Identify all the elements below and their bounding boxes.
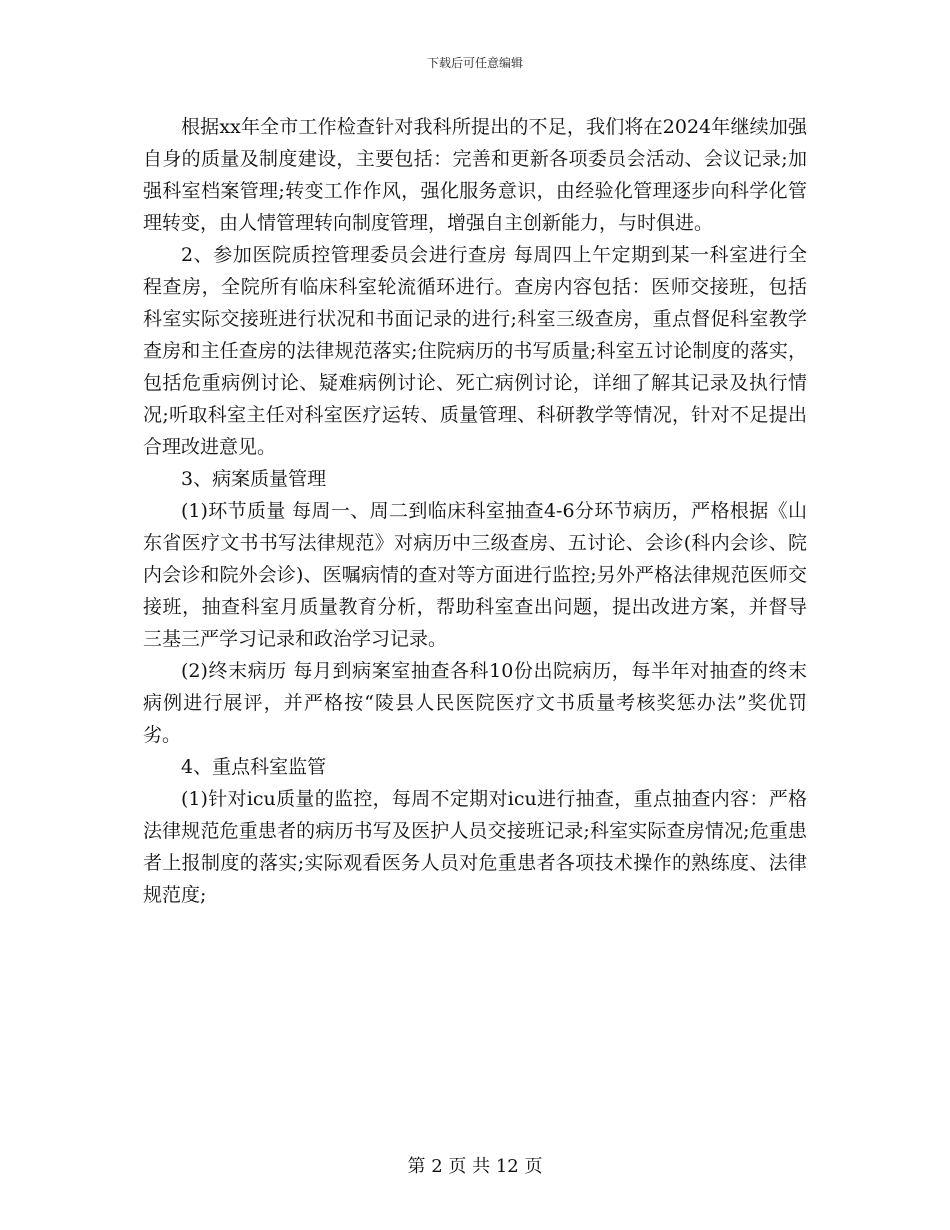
paragraph-4-1: (1)针对icu质量的监控，每周不定期对icu进行抽查，重点抽查内容：严格法律规范危重患者的病历书写及医护人员交接班记录;科室实际查房情况;危重患者上报制度的落实;实际观看医务人员对危重患者各项技术操作的熟练度、法律规范度; xyxy=(143,788,807,906)
paragraph-2: 2、参加医院质控管理委员会进行查房 每周四上午定期到某一科室进行全程查房，全院所有临床科室轮流循环进行。查房内容包括：医师交接班，包括科室实际交接班进行状况和书面记录的进行;科室三级查房，重点督促科室教学查房和主任查房的法律规范落实;住院病历的书写质量;科室五讨论制度的落实，包括危重病例讨论、疑难病例讨论、死亡病例讨论，详细了解其记录及执行情况;听取科室主任对科室医疗运转、质量管理、科研教学等情况，针对不足提出合理改进意见。 xyxy=(143,244,807,458)
section-heading-4: 4、重点科室监管 xyxy=(181,756,327,778)
section-heading-3: 3、病案质量管理 xyxy=(181,468,327,490)
paragraph-3-2: (2)终末病历 每月到病案室抽查各科10份出院病历，每半年对抽查的终末病例进行展评，并严格按“陵县人民医院医疗文书质量考核奖惩办法”奖优罚劣。 xyxy=(143,660,807,746)
page-number: 第 2 页 共 12 页 xyxy=(407,1156,543,1177)
paragraph-3-1: (1)环节质量 每周一、周二到临床科室抽查4-6分环节病历，严格根据《山东省医疗文书书写法律规范》对病历中三级查房、五讨论、会诊(科内会诊、院内会诊和院外会诊)、医嘱病情的查对等方面进行监控;另外严格法律规范医师交接班，抽查科室月质量教育分析，帮助科室查出问题，提出改进方案，并督导三基三严学习记录和政治学习记录。 xyxy=(143,500,807,650)
page-header-note: 下载后可任意编辑 xyxy=(426,56,523,70)
document-body xyxy=(143,111,807,911)
paragraph-1: 根据xx年全市工作检查针对我科所提出的不足，我们将在2024年继续加强自身的质量及制度建设，主要包括：完善和更新各项委员会活动、会议记录;加强科室档案管理;转变工作作风，强化服务意识，由经验化管理逐步向科学化管理转变，由人情管理转向制度管理，增强自主创新能力，与时俱进。 xyxy=(143,116,807,234)
